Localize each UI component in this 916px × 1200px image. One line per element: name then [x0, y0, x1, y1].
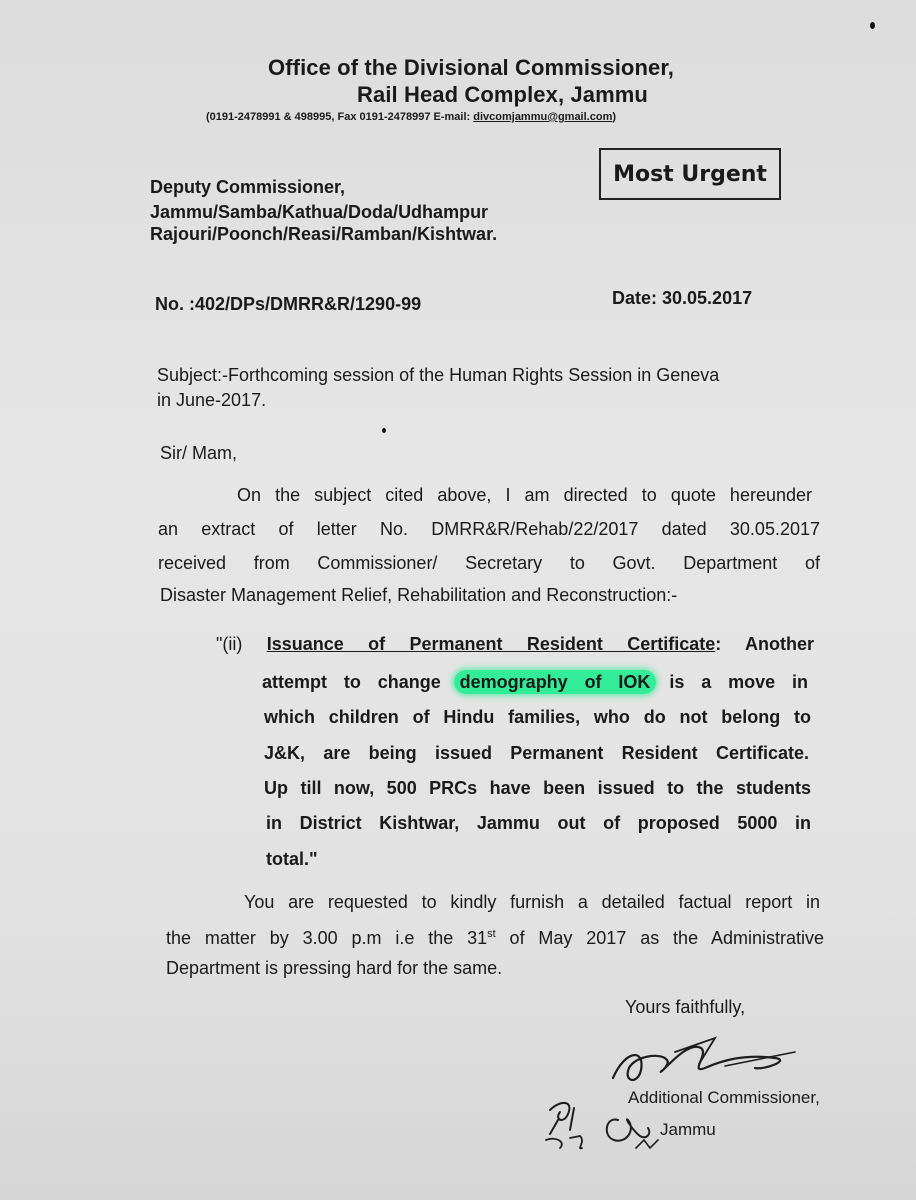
extract-marker: "(ii)	[216, 634, 243, 654]
extract-line-2	[262, 665, 808, 699]
paragraph-2-line-2	[166, 920, 824, 952]
extract-line-1-rest: : Another	[715, 634, 814, 654]
subject-line-2: in June-2017.	[157, 390, 267, 410]
contact-email: divcomjammu@gmail.com	[473, 111, 613, 123]
extract-line-7: total."	[266, 849, 318, 869]
ink-mark	[382, 428, 386, 433]
signatory-location: Jammu	[660, 1120, 716, 1139]
paragraph-2-line-1: You are requested to kindly furnish a detailed factual report in	[244, 892, 820, 912]
extract-line-4: J&K, are being issued Permanent Resident Certificate.	[264, 743, 809, 763]
subject-line-1: Subject:-Forthcoming session of the Human Rights Session in Geneva	[157, 365, 720, 385]
contact-close: )	[612, 111, 617, 123]
addressee-line-3: Rajouri/Poonch/Reasi/Ramban/Kishtwar.	[150, 224, 498, 244]
letterhead-contact	[206, 111, 616, 123]
paragraph-1-line-4: Disaster Management Relief, Rehabilitation and Reconstruction:-	[160, 585, 678, 605]
letterhead-complex: Rail Head Complex, Jammu	[357, 82, 648, 107]
signatory-designation: Additional Commissioner,	[628, 1088, 820, 1107]
extract-line-3: which children of Hindu families, who do not belong to	[264, 707, 811, 727]
extract-line-5: Up till now, 500 PRCs have been issued to the students	[264, 778, 811, 798]
paragraph-1-line-2: an extract of letter No. DMRR&R/Rehab/22/2017 dated 30.05.2017	[158, 519, 820, 539]
extract-line-6: in District Kishtwar, Jammu out of proposed 5000 in	[266, 813, 811, 833]
highlighted-phrase: demography of IOK	[454, 670, 657, 694]
paragraph-1-line-3: received from Commissioner/ Secretary to Govt. Department of	[158, 553, 820, 573]
handwritten-initials	[540, 1090, 680, 1160]
extract-line-2-after: is a move in	[669, 672, 809, 692]
salutation: Sir/ Mam,	[160, 443, 238, 463]
letterhead-office: Office of the Divisional Commissioner,	[268, 55, 674, 80]
ink-mark	[870, 22, 875, 29]
ordinal-suffix: st	[487, 928, 496, 940]
extract-line-2-before: attempt to change	[262, 672, 441, 692]
addressee-line-1: Deputy Commissioner,	[150, 177, 346, 197]
extract-line-1	[216, 627, 814, 661]
extract-heading: Issuance of Permanent Resident Certificate	[266, 634, 716, 654]
paragraph-1-line-1: On the subject cited above, I am directed to quote hereunder	[237, 485, 812, 505]
reference-number: No. :402/DPs/DMRR&R/1290-99	[155, 294, 422, 314]
letter-date: Date: 30.05.2017	[612, 288, 753, 308]
urgency-stamp: Most Urgent	[599, 148, 781, 200]
contact-numbers: (0191-2478991 & 498995, Fax 0191-2478997 E-mail:	[206, 111, 474, 123]
paragraph-2-line-2-after: of May 2017 as the Administrative	[495, 928, 824, 948]
paragraph-2-line-2-before: the matter by 3.00 p.m i.e the 31	[166, 928, 488, 948]
addressee-line-2: Jammu/Samba/Kathua/Doda/Udhampur	[150, 202, 489, 222]
valediction: Yours faithfully,	[625, 997, 746, 1017]
paragraph-2-line-3: Department is pressing hard for the same.	[166, 958, 503, 978]
